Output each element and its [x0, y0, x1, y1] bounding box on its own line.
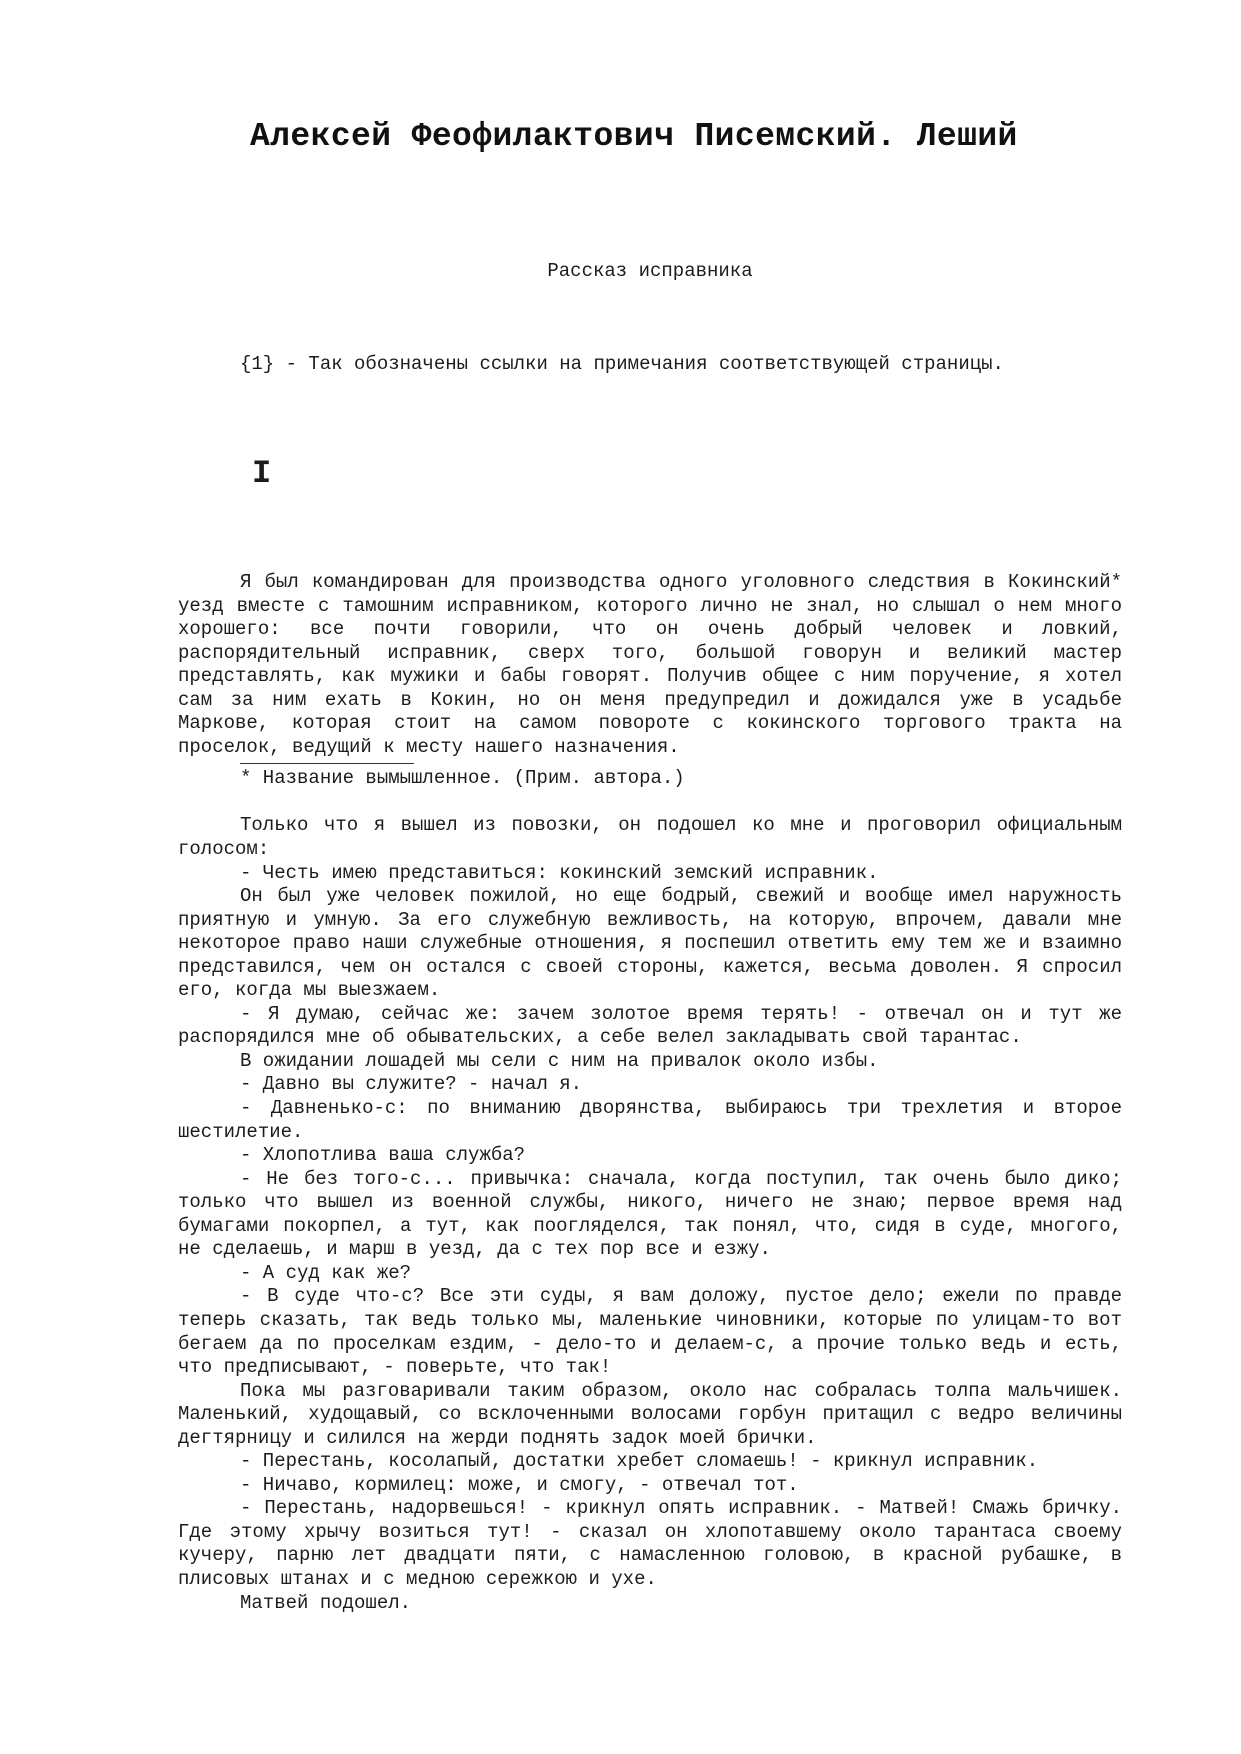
paragraph: В ожидании лошадей мы сели с ним на привалок около избы. — [240, 1049, 879, 1072]
body-text — [178, 571, 1122, 1615]
paragraph: Пока мы разговаривали таким образом, около нас собралась толпа мальчишек. Маленький, худощавый, со всклоченными волосами горбун притащил с ведро величины дегтярницу и силился на жерди поднять задок моей брички. — [178, 1379, 1122, 1449]
paragraph: - Перестань, надорвешься! - крикнул опять исправник. - Матвей! Смажь бричку. Где этому хрычу возиться тут! - сказал он хлопотавшему около тарантаса своему кучеру, парню лет двадцати пяти, с намасленною головою, в красной рубашке, в плисовых штанах и с медною сережкою и ухе. — [178, 1497, 1122, 1590]
paragraph: Только что я вышел из повозки, он подошел ко мне и проговорил официальным голосом: — [178, 814, 1122, 861]
paragraph: - Я думаю, сейчас же: зачем золотое время терять! - отвечал он и тут же распорядился мне об обывательских, а себе велел закладывать свой тарантас. — [178, 1002, 1122, 1049]
paragraph-gap — [178, 791, 1122, 815]
paragraph: - Давненько-с: по вниманию дворянства, выбираюсь три трехлетия и второе шестилетие. — [178, 1097, 1122, 1143]
paragraph: Я был командирован для производства одного уголовного следствия в Кокинский* уезд вместе с тамошним исправником, которого лично не знал, но слышал о нем много хорошего: все почти говорили, что он очень добрый человек и ловкий, распорядительный исправник, сверх того, большой говорун и великий мастер представлять, как мужики и бабы говорят. Получив общее с ним поручение, я хотел сам за ним ехать в Кокин, но он меня предупредил и дожидался уже в усадьбе Маркове, которая стоит на самом повороте с кокинского торгового тракта на проселок, ведущий к месту нашего назначения. — [178, 571, 1122, 758]
footnote: * Название вымышленное. (Прим. автора.) — [240, 767, 685, 790]
paragraph: Он был уже человек пожилой, но еще бодрый, свежий и вообще имел наружность приятную и умную. За его служебную вежливость, на которую, впрочем, давали мне некоторое право наши служебные отношения, я поспешил ответить ему тем же и взаимно представился, чем он остался с своей стороны, кажется, весьма доволен. Я спросил его, когда мы выезжаем. — [178, 885, 1122, 1002]
document-title: Алексей Феофилактович Писемский. Леший — [250, 118, 1018, 155]
paragraph: Матвей подошел. — [240, 1591, 412, 1614]
paragraph: - Ничаво, кормилец: може, и смогу, - отвечал тот. — [240, 1473, 799, 1496]
paragraph: - Давно вы служите? - начал я. — [240, 1073, 583, 1096]
paragraph: - А суд как же? — [240, 1261, 412, 1284]
footnote-separator — [240, 763, 414, 764]
paragraph: - В суде что-с? Все эти суды, я вам доложу, пустое дело; ежели по правде теперь сказать, так ведь только мы, маленькие чиновники, которые по улицам-то вот бегаем да по проселкам ездим, - дело-то и делаем-с, а прочие только ведь и есть, что предписывают, - поверьте, что так! — [178, 1285, 1122, 1379]
paragraph: - Перестань, косолапый, достатки хребет сломаешь! - крикнул исправник. — [240, 1450, 1039, 1473]
paragraph: - Хлопотлива ваша служба? — [240, 1144, 526, 1167]
paragraph: - Честь имею представиться: кокинский земский исправник. — [240, 861, 879, 884]
chapter-heading: I — [252, 455, 272, 492]
document-subtitle: Рассказ исправника — [547, 260, 753, 282]
paragraph: - Не без того-с... привычка: сначала, когда поступил, так очень было дико; только что вышел из военной службы, никого, ничего не знаю; первое время над бумагами покорпел, а тут, как поогляделся, так понял, что, сидя в суде, многого, не сделаешь, и марш в уезд, да с тех пор все и езжу. — [178, 1167, 1122, 1261]
footnote-convention-note: {1} - Так обозначены ссылки на примечания соответствующей страницы. — [240, 353, 1004, 375]
